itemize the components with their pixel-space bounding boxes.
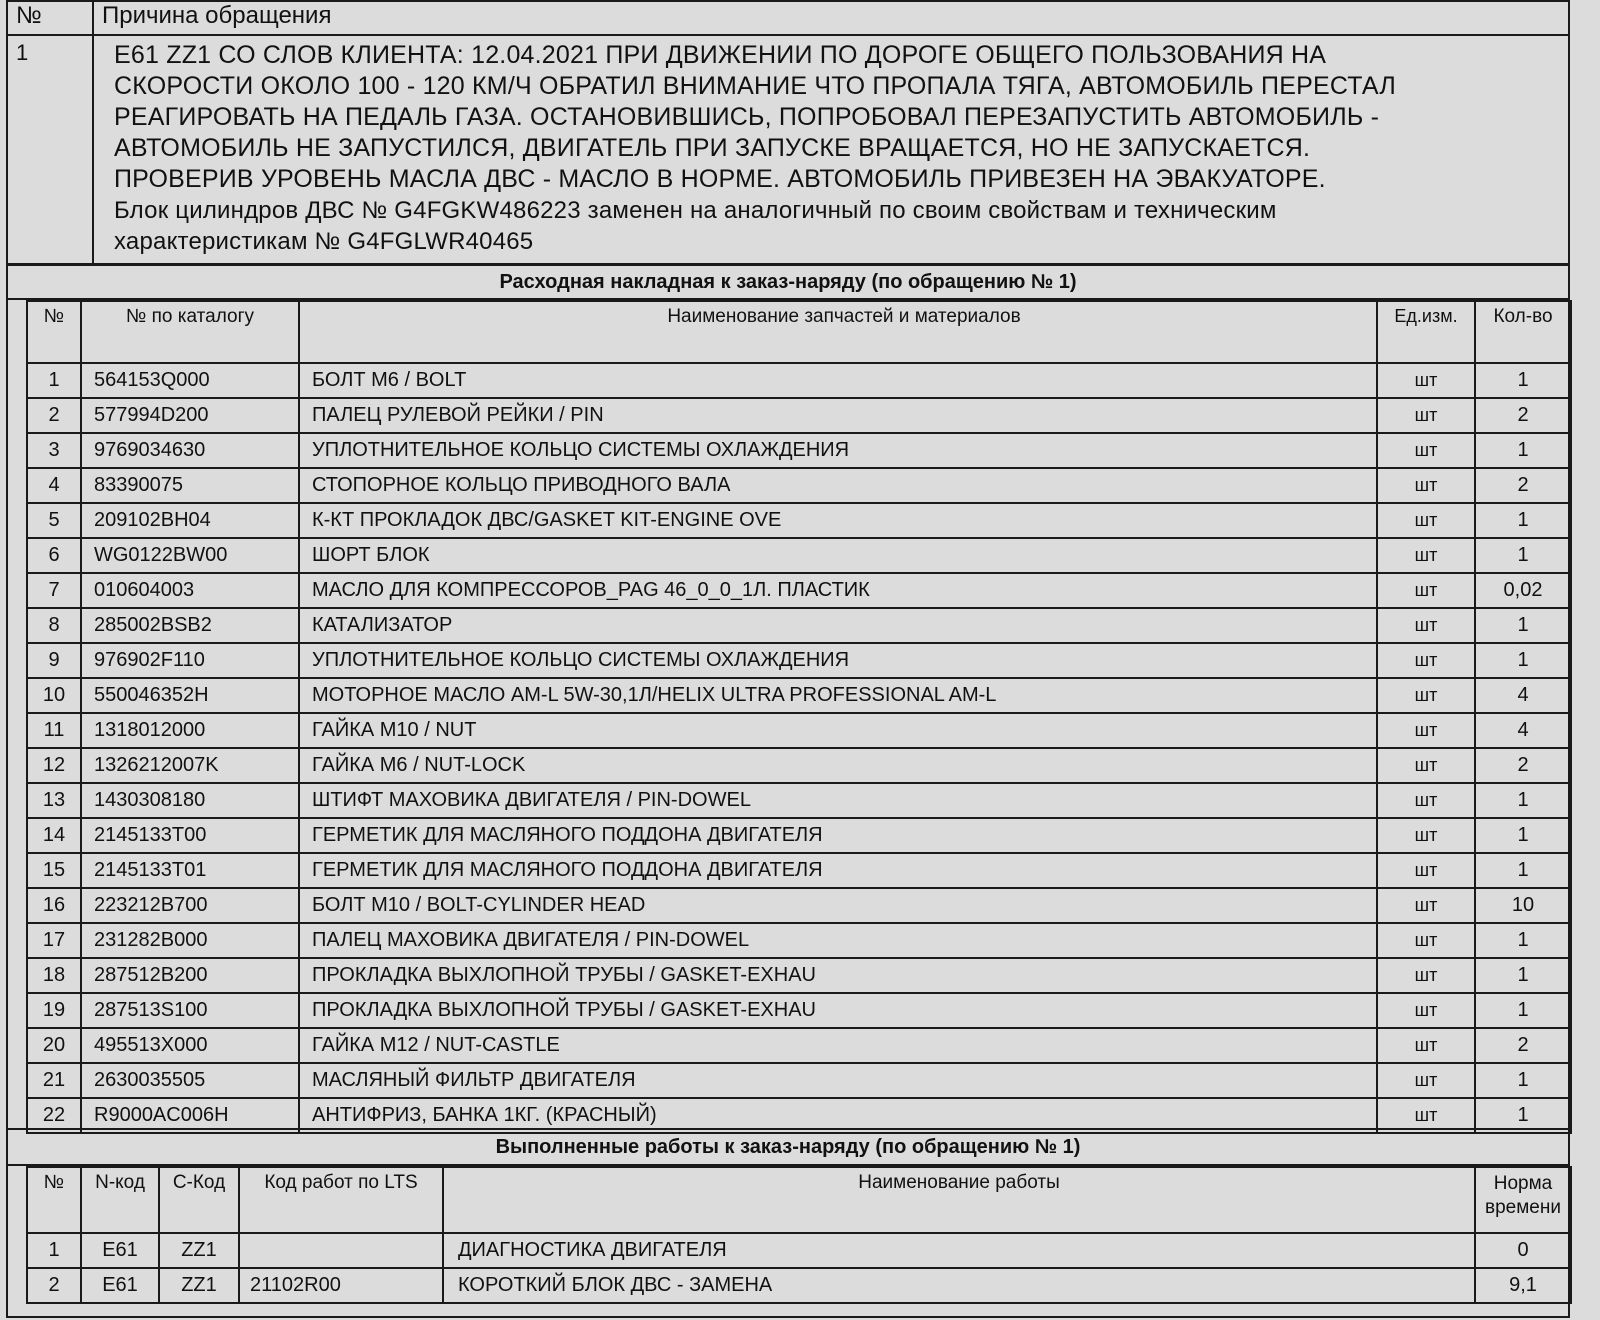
works-header-name: Наименование работы [443,1167,1475,1233]
parts-cell-no: 19 [27,993,81,1028]
parts-cell-catalog: 1318012000 [81,713,299,748]
parts-cell-qty: 1 [1475,783,1571,818]
parts-cell-catalog: 83390075 [81,468,299,503]
parts-cell-unit: шт [1377,783,1475,818]
parts-cell-catalog: 287512B200 [81,958,299,993]
parts-cell-name: ШОРТ БЛОК [299,538,1377,573]
parts-cell-catalog: 2630035505 [81,1063,299,1098]
parts-cell-unit: шт [1377,1028,1475,1063]
parts-cell-qty: 2 [1475,468,1571,503]
parts-row [27,363,1571,398]
parts-header-row [27,301,1571,363]
parts-cell-catalog: 1326212007K [81,748,299,783]
parts-cell-qty: 1 [1475,433,1571,468]
parts-row [27,678,1571,713]
parts-cell-name: БОЛТ M6 / BOLT [299,363,1377,398]
reason-header-title: Причина обращения [93,1,1569,35]
parts-cell-catalog: 231282B000 [81,923,299,958]
parts-cell-name: МАСЛЯНЫЙ ФИЛЬТР ДВИГАТЕЛЯ [299,1063,1377,1098]
works-cell-name: КОРОТКИЙ БЛОК ДВС - ЗАМЕНА [443,1268,1475,1303]
parts-cell-unit: шт [1377,923,1475,958]
parts-row [27,573,1571,608]
parts-title: Расходная накладная к заказ-наряду (по обращению № 1) [8,266,1568,300]
parts-cell-name: ГАЙКА M10 / NUT [299,713,1377,748]
parts-cell-name: АНТИФРИЗ, БАНКА 1КГ. (КРАСНЫЙ) [299,1098,1377,1133]
works-header-row [27,1167,1571,1233]
parts-cell-qty: 1 [1475,538,1571,573]
parts-cell-qty: 4 [1475,713,1571,748]
parts-cell-unit: шт [1377,643,1475,678]
parts-row [27,643,1571,678]
parts-cell-qty: 1 [1475,643,1571,678]
parts-cell-name: УПЛОТНИТЕЛЬНОЕ КОЛЬЦО СИСТЕМЫ ОХЛАЖДЕНИЯ [299,643,1377,678]
parts-cell-unit: шт [1377,398,1475,433]
works-body [27,1233,1571,1303]
parts-cell-catalog: WG0122BW00 [81,538,299,573]
parts-cell-name: ГАЙКА M6 / NUT-LOCK [299,748,1377,783]
works-cell-norm: 0 [1475,1233,1571,1268]
parts-cell-qty: 2 [1475,748,1571,783]
parts-row [27,1028,1571,1063]
parts-cell-qty: 1 [1475,1063,1571,1098]
parts-row [27,1098,1571,1133]
parts-cell-no: 20 [27,1028,81,1063]
parts-cell-no: 3 [27,433,81,468]
parts-cell-name: ГАЙКА M12 / NUT-CASTLE [299,1028,1377,1063]
parts-cell-no: 22 [27,1098,81,1133]
reason-header-row [7,1,1569,35]
parts-cell-name: КАТАЛИЗАТОР [299,608,1377,643]
parts-header-no: № [27,301,81,363]
works-header-no: № [27,1167,81,1233]
parts-cell-no: 15 [27,853,81,888]
parts-row [27,818,1571,853]
parts-cell-catalog: 209102BH04 [81,503,299,538]
reason-line: Блок цилиндров ДВС № G4FGKW486223 заменен на аналогичный по своим свойствам и техническим [114,197,1277,224]
parts-cell-qty: 1 [1475,363,1571,398]
parts-cell-no: 21 [27,1063,81,1098]
works-cell-c-code: ZZ1 [159,1268,239,1303]
parts-cell-no: 18 [27,958,81,993]
parts-cell-unit: шт [1377,888,1475,923]
parts-cell-catalog: 285002BSB2 [81,608,299,643]
works-row [27,1268,1571,1303]
parts-row [27,1063,1571,1098]
parts-header-unit: Ед.изм. [1377,301,1475,363]
parts-cell-no: 7 [27,573,81,608]
parts-cell-unit: шт [1377,468,1475,503]
parts-cell-unit: шт [1377,433,1475,468]
reason-table [6,0,1570,265]
parts-cell-no: 10 [27,678,81,713]
parts-table [26,300,1572,1134]
parts-cell-catalog: 223212B700 [81,888,299,923]
reason-row-no: 1 [7,35,93,264]
parts-cell-name: ПРОКЛАДКА ВЫХЛОПНОЙ ТРУБЫ / GASKET-EXHAU [299,993,1377,1028]
parts-cell-qty: 1 [1475,993,1571,1028]
works-header-norm [1475,1167,1571,1233]
parts-cell-qty: 1 [1475,958,1571,993]
parts-cell-unit: шт [1377,853,1475,888]
parts-cell-no: 9 [27,643,81,678]
parts-row [27,433,1571,468]
parts-row [27,923,1571,958]
parts-cell-qty: 1 [1475,818,1571,853]
reason-text [93,35,1569,264]
parts-cell-catalog: 010604003 [81,573,299,608]
parts-section [6,264,1570,1130]
parts-cell-unit: шт [1377,608,1475,643]
parts-row [27,398,1571,433]
parts-cell-no: 6 [27,538,81,573]
parts-row [27,503,1571,538]
works-cell-no: 1 [27,1233,81,1268]
works-title: Выполненные работы к заказ-наряду (по обращению № 1) [8,1130,1568,1166]
works-header-norm-line1: Норма [1493,1173,1553,1194]
parts-cell-no: 11 [27,713,81,748]
works-header-lts: Код работ по LTS [239,1167,443,1233]
parts-row [27,608,1571,643]
works-header-n-code: N-код [81,1167,159,1233]
parts-cell-qty: 1 [1475,503,1571,538]
parts-cell-qty: 1 [1475,923,1571,958]
parts-cell-no: 16 [27,888,81,923]
parts-cell-unit: шт [1377,573,1475,608]
parts-cell-no: 2 [27,398,81,433]
parts-cell-qty: 2 [1475,1028,1571,1063]
parts-cell-unit: шт [1377,538,1475,573]
parts-cell-no: 8 [27,608,81,643]
reason-line: ПРОВЕРИВ УРОВЕНЬ МАСЛА ДВС - МАСЛО В НОРМЕ. АВТОМОБИЛЬ ПРИВЕЗЕН НА ЭВАКУАТОРЕ. [114,165,1326,193]
parts-cell-qty: 2 [1475,398,1571,433]
parts-cell-name: МАСЛО ДЛЯ КОМПРЕССОРОВ_PAG 46_0_0_1Л. ПЛАСТИК [299,573,1377,608]
parts-header-qty: Кол-во [1475,301,1571,363]
parts-cell-name: УПЛОТНИТЕЛЬНОЕ КОЛЬЦО СИСТЕМЫ ОХЛАЖДЕНИЯ [299,433,1377,468]
parts-cell-no: 4 [27,468,81,503]
parts-header-name: Наименование запчастей и материалов [299,301,1377,363]
parts-cell-catalog: R9000AC006H [81,1098,299,1133]
parts-row [27,538,1571,573]
works-cell-name: ДИАГНОСТИКА ДВИГАТЕЛЯ [443,1233,1475,1268]
parts-row [27,713,1571,748]
parts-cell-catalog: 577994D200 [81,398,299,433]
works-cell-lts [239,1233,443,1268]
parts-cell-no: 12 [27,748,81,783]
parts-cell-qty: 1 [1475,853,1571,888]
parts-cell-catalog: 2145133T01 [81,853,299,888]
parts-cell-unit: шт [1377,958,1475,993]
parts-cell-no: 5 [27,503,81,538]
parts-cell-name: СТОПОРНОЕ КОЛЬЦО ПРИВОДНОГО ВАЛА [299,468,1377,503]
parts-cell-catalog: 550046352H [81,678,299,713]
parts-cell-catalog: 2145133T00 [81,818,299,853]
parts-cell-catalog: 976902F110 [81,643,299,678]
parts-cell-no: 17 [27,923,81,958]
reason-header-no: № [7,1,93,35]
works-row [27,1233,1571,1268]
parts-cell-qty: 10 [1475,888,1571,923]
reason-line: РЕАГИРОВАТЬ НА ПЕДАЛЬ ГАЗА. ОСТАНОВИВШИСЬ, ПОПРОБОВАЛ ПЕРЕЗАПУСТИТЬ АВТОМОБИЛЬ - [114,103,1380,131]
parts-cell-name: ПАЛЕЦ РУЛЕВОЙ РЕЙКИ / PIN [299,398,1377,433]
parts-cell-catalog: 287513S100 [81,993,299,1028]
parts-cell-catalog: 1430308180 [81,783,299,818]
parts-cell-unit: шт [1377,363,1475,398]
parts-row [27,468,1571,503]
parts-row [27,888,1571,923]
parts-cell-name: ГЕРМЕТИК ДЛЯ МАСЛЯНОГО ПОДДОНА ДВИГАТЕЛЯ [299,818,1377,853]
parts-row [27,993,1571,1028]
parts-cell-catalog: 564153Q000 [81,363,299,398]
works-cell-c-code: ZZ1 [159,1233,239,1268]
works-cell-no: 2 [27,1268,81,1303]
parts-cell-unit: шт [1377,818,1475,853]
parts-cell-qty: 1 [1475,608,1571,643]
reason-line: характеристикам № G4FGLWR40465 [114,228,534,255]
parts-header-catalog: № по каталогу [81,301,299,363]
parts-row [27,783,1571,818]
parts-cell-unit: шт [1377,1063,1475,1098]
parts-cell-catalog: 9769034630 [81,433,299,468]
works-section [6,1130,1570,1318]
parts-cell-unit: шт [1377,748,1475,783]
parts-cell-name: ПРОКЛАДКА ВЫХЛОПНОЙ ТРУБЫ / GASKET-EXHAU [299,958,1377,993]
parts-cell-no: 1 [27,363,81,398]
reason-row [7,35,1569,264]
reason-line: E61 ZZ1 СО СЛОВ КЛИЕНТА: 12.04.2021 ПРИ ДВИЖЕНИИ ПО ДОРОГЕ ОБЩЕГО ПОЛЬЗОВАНИЯ НА [114,41,1327,69]
parts-cell-name: ГЕРМЕТИК ДЛЯ МАСЛЯНОГО ПОДДОНА ДВИГАТЕЛЯ [299,853,1377,888]
works-cell-norm: 9,1 [1475,1268,1571,1303]
parts-row [27,853,1571,888]
works-header-c-code: С-Код [159,1167,239,1233]
parts-cell-unit: шт [1377,993,1475,1028]
parts-cell-name: МОТОРНОЕ МАСЛО AM-L 5W-30,1Л/HELIX ULTRA PROFESSIONAL AM-L [299,678,1377,713]
parts-cell-unit: шт [1377,678,1475,713]
parts-cell-name: БОЛТ M10 / BOLT-CYLINDER HEAD [299,888,1377,923]
works-table [26,1166,1572,1304]
parts-cell-no: 13 [27,783,81,818]
works-cell-n-code: E61 [81,1233,159,1268]
parts-row [27,958,1571,993]
parts-cell-name: ШТИФТ МАХОВИКА ДВИГАТЕЛЯ / PIN-DOWEL [299,783,1377,818]
parts-cell-name: К-КТ ПРОКЛАДОК ДВС/GASKET KIT-ENGINE OVE [299,503,1377,538]
parts-body [27,363,1571,1133]
works-cell-n-code: E61 [81,1268,159,1303]
parts-row [27,748,1571,783]
parts-cell-no: 14 [27,818,81,853]
parts-cell-unit: шт [1377,1098,1475,1133]
reason-line: СКОРОСТИ ОКОЛО 100 - 120 КМ/Ч ОБРАТИЛ ВНИМАНИЕ ЧТО ПРОПАЛА ТЯГА, АВТОМОБИЛЬ ПЕРЕСТАЛ [114,72,1396,100]
parts-cell-name: ПАЛЕЦ МАХОВИКА ДВИГАТЕЛЯ / PIN-DOWEL [299,923,1377,958]
parts-cell-unit: шт [1377,503,1475,538]
parts-cell-unit: шт [1377,713,1475,748]
parts-cell-qty: 0,02 [1475,573,1571,608]
works-header-norm-line2: времени [1485,1197,1561,1218]
works-cell-lts: 21102R00 [239,1268,443,1303]
reason-line: АВТОМОБИЛЬ НЕ ЗАПУСТИЛСЯ, ДВИГАТЕЛЬ ПРИ ЗАПУСКЕ ВРАЩАЕТСЯ, НО НЕ ЗАПУСКАЕТСЯ. [114,134,1311,162]
parts-cell-catalog: 495513X000 [81,1028,299,1063]
parts-cell-qty: 4 [1475,678,1571,713]
parts-cell-qty: 1 [1475,1098,1571,1133]
